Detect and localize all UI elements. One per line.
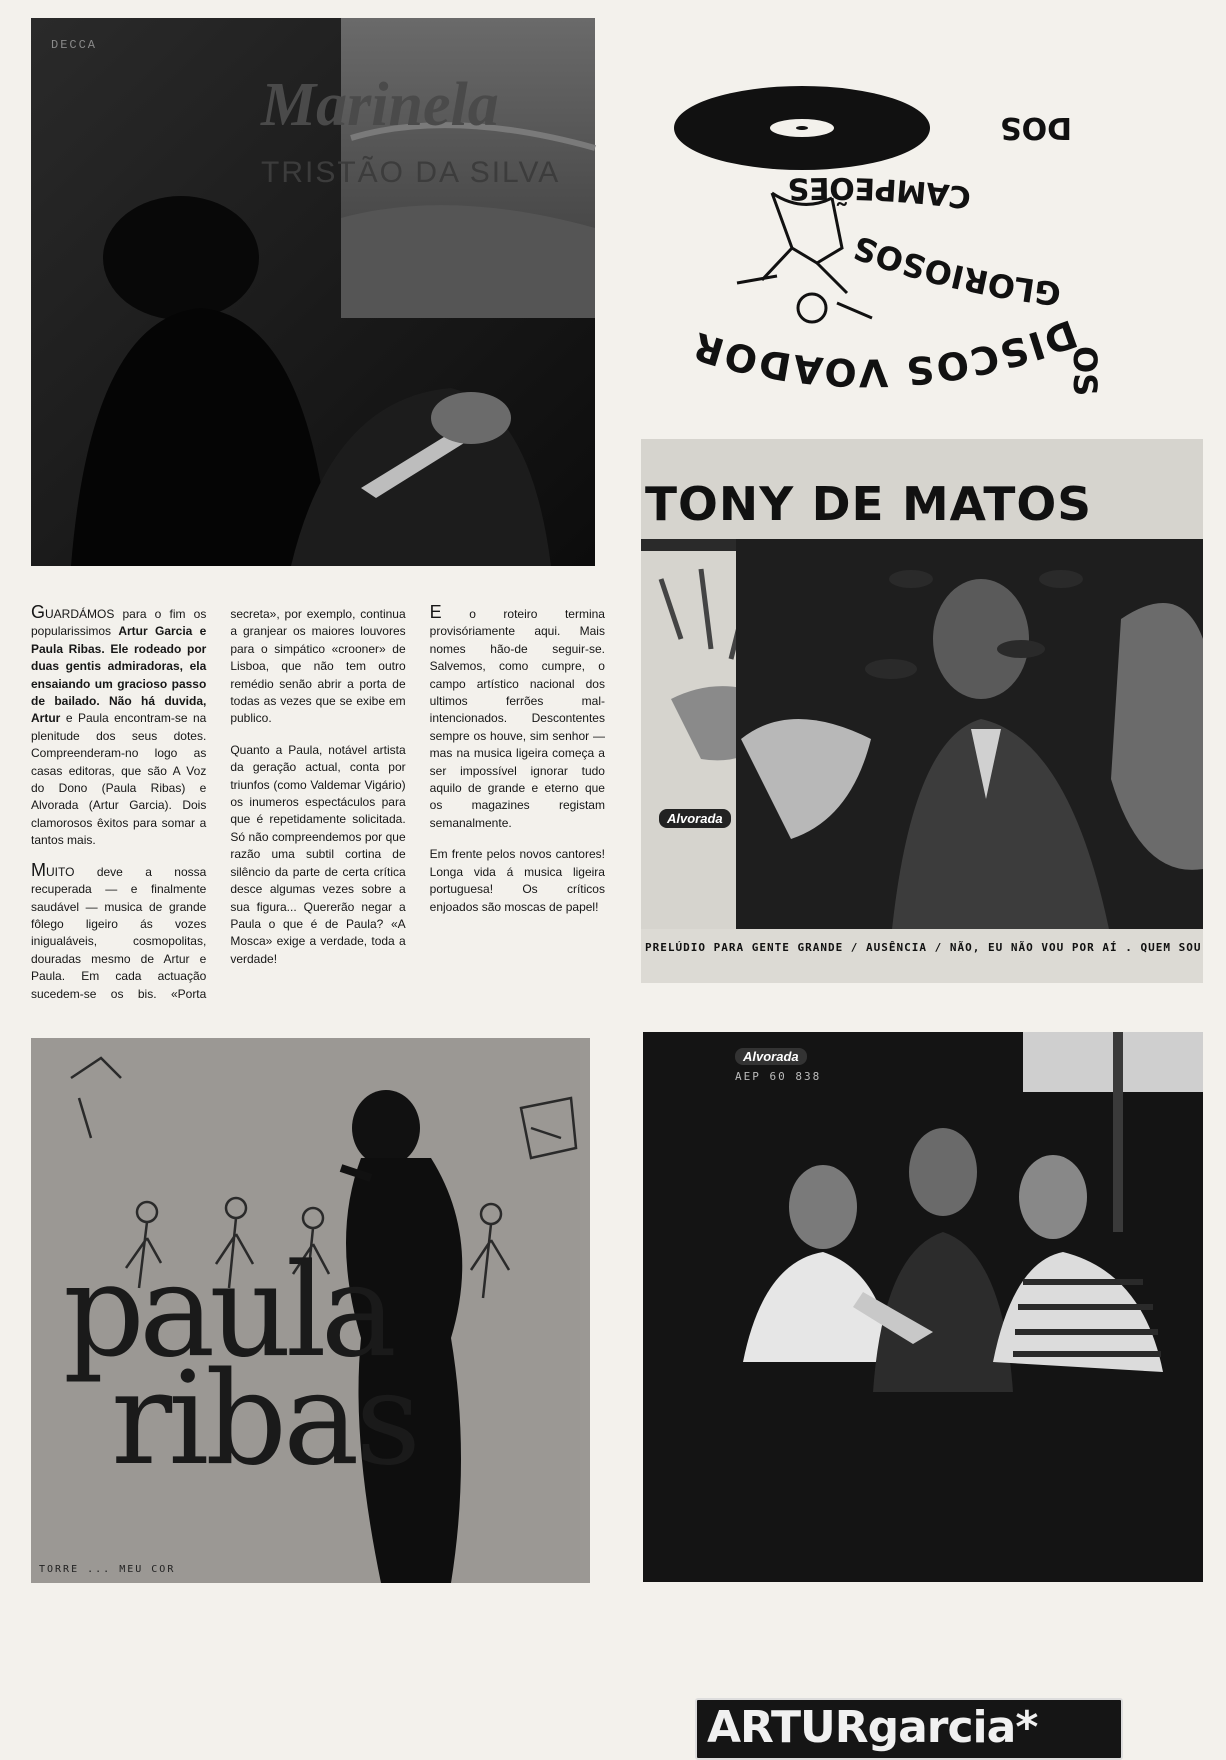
svg-text:CAMPEÕES [787,170,973,215]
drop-cap: E [429,602,442,622]
album-title: TONY DE MATOS [645,477,1093,531]
paragraph-artur-paula: MUITO deve a nossa recuperada — e finalmente saudável — musica de grande fôlego ligeiro ás vozes inigualáveis, cosmopolitas, douradas mesmo de Artur e Paula. Em cada actuação sucedem-se os bis. «Porta secreta», por exemplo, continua a granjear os maiores louvores para o simpático «crooner» de Lisboa, que não tem outro remédio senão abrir a porta de todas as vezes que se exibe em publico. [31,607,406,1001]
catalog-number: AEP 60 838 [735,1070,822,1083]
artist-name: ARTURgarcia* [707,1702,1038,1753]
track-list: PRELÚDIO PARA GENTE GRANDE / AUSÊNCIA / NÃO, EU NÃO VOU POR AÍ . QUEM SOU [645,941,1202,954]
cover-tony-de-matos [641,439,1203,983]
cover-paula-ribas [31,1038,590,1583]
alvorada-badge: Alvorada [735,1048,807,1065]
cover-marinela [31,18,595,566]
logo-line-discos-voadores: DISCOS VOADOR [686,310,1083,395]
svg-text:GLORIOSOS [848,228,1063,313]
logo-line-dos: DOS [999,110,1072,145]
paragraph-paula: Quanto a Paula, notável artista da geração actual, conta por triunfos (como Valdemar Vigário) os inumeros espectáculos para que é repetidamente solicitada. Só não compreendemos por que razão uma subtil cortina de silêncio da parte de certa crítica desce algumas vezes sobre a sua figura... Quererão negar a Paula o que é de Paula? «A Mosca» exige a verdade, toda a verdade! [230,742,406,966]
paragraph-closing: Em frente pelos novos cantores! Longa vida á musica ligeira portuguesa! Os críticos enjoados são moscas de papel! [429,847,605,914]
artist-name: TRISTÃO DA SILVA [261,156,561,189]
track-list: TORRE ... MEU COR [39,1564,176,1575]
paragraph-roteiro: E o roteiro termina provisóriamente aqui. Mais nomes hão-de seguir-se. Salvemos, como cumpre, o campo artístico nacional dos ultimos ferrões mal-intencionados. Descontentes sempre os houve, sim senhor — mas na musica ligeira começa a ser impossível ignorar tudo aquilo de grande e eterno que os magazines registam semanalmente. [429,602,605,830]
paragraph-intro: GUARDÁMOS para o fim os popularissimos Artur Garcia e Paula Ribas. Ele rodeado por duas gentis admiradoras, ela ensaiando um gracioso passo de bailado. Não há duvida, Artur e Paula encontram-se na plenitude dos seus dotes. Compreenderam-no logo as casas editoras, que são A Voz do Dono (Paula Ribas) e Alvorada (Artur Garcia). Dois clamorosos êxitos para somar a tantos mais. [31,602,207,848]
logo-line-gloriosos: GLORIOSOS [848,227,1063,313]
alvorada-badge: Alvorada [659,809,731,828]
logo-line-os: OS [1066,346,1104,397]
logo-line-campeoes: CAMPEÕES [786,169,974,215]
article-body [31,602,605,1006]
artist-name-last: ribas [111,1345,418,1494]
discos-voadores-logo [642,18,1126,408]
artist-name-first: paula [63,1237,391,1386]
drop-cap: M [31,859,46,880]
svg-text:DISCOS VOADORES [686,311,1126,408]
drop-cap: G [31,602,46,622]
record-label: DECCA [51,38,98,52]
cover-artur-garcia [643,1032,1203,1753]
album-title: Marinela [261,71,499,139]
